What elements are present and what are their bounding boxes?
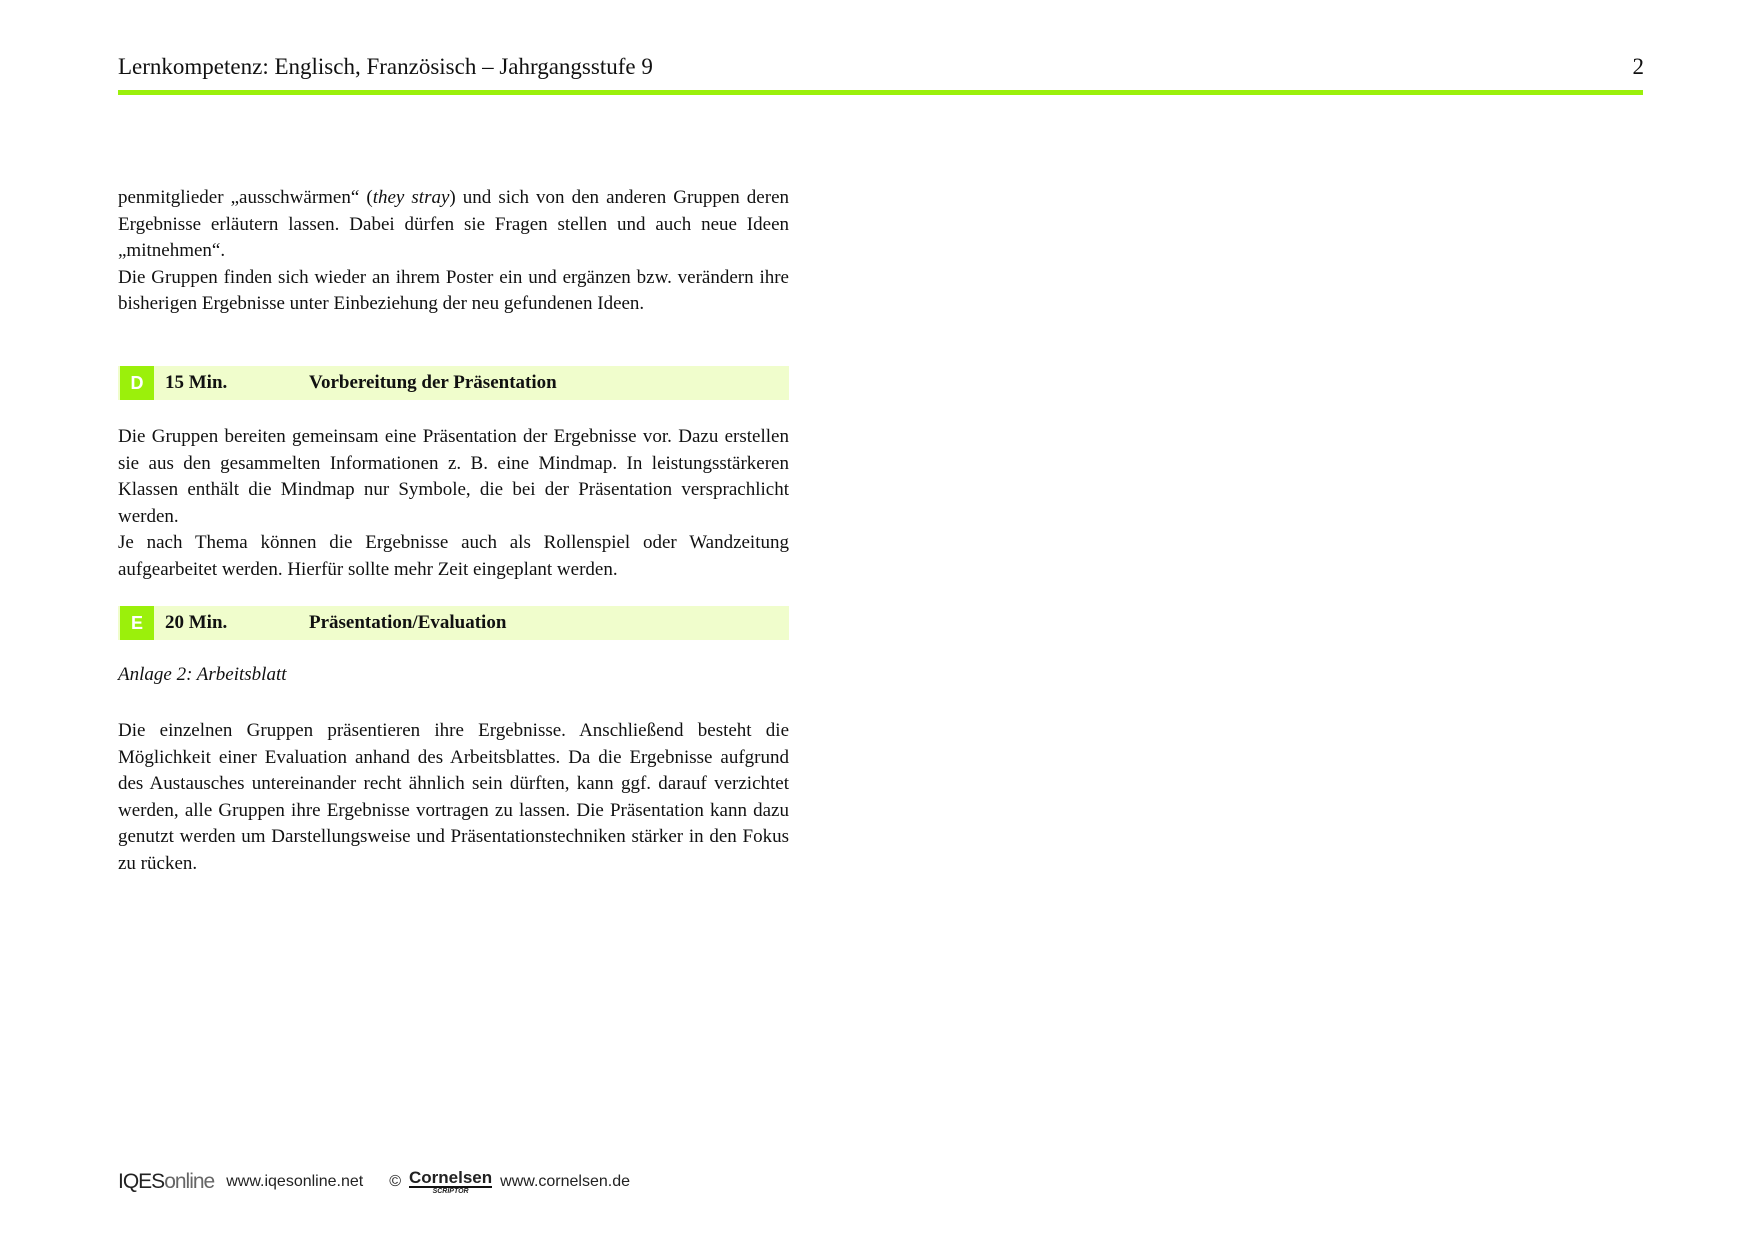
italic-text: they stray xyxy=(372,187,450,208)
iqes-url[interactable]: www.iqesonline.net xyxy=(226,1173,364,1190)
footer xyxy=(118,1169,630,1195)
logo-text: online xyxy=(164,1170,215,1193)
copyright-symbol: © xyxy=(389,1173,402,1190)
iqes-logo xyxy=(118,1170,214,1194)
cornelsen-url[interactable]: www.cornelsen.de xyxy=(500,1173,630,1190)
section-bar-d xyxy=(118,366,789,400)
header-rule xyxy=(118,90,1643,95)
section-letter: E xyxy=(120,606,154,640)
text: penmitglieder „ausschwärmen“ ( xyxy=(118,187,373,208)
section-e-text xyxy=(118,718,789,878)
cornelsen-logo xyxy=(409,1169,492,1195)
section-title: Vorbereitung der Präsentation xyxy=(309,372,557,393)
section-time: 20 Min. xyxy=(165,612,228,633)
paragraph: Die einzelnen Gruppen präsentieren ihre Ergebnisse. Anschließend besteht die Möglichkeit einer Evaluation anhand des Arbeitsblattes. Da die Ergebnisse aufgrund des Austausches untereinander recht ähnlich sein dürften, kann ggf. darauf verzichtet werden, alle Gruppen ihre Ergebnisse vortragen zu lassen. Die Präsentation kann dazu genutzt werden um Darstellungsweise und Präsentationstechniken stärker in den Fokus zu rücken. xyxy=(118,720,789,874)
logo-text: IQES xyxy=(118,1170,165,1193)
section-letter: D xyxy=(120,366,154,400)
section-title: Präsentation/Evaluation xyxy=(309,612,507,633)
annex-reference: Anlage 2: Arbeitsblatt xyxy=(118,664,287,685)
logo-subtext: SCRIPTOR xyxy=(432,1188,469,1195)
section-time: 15 Min. xyxy=(165,372,228,393)
section-d-text xyxy=(118,424,789,584)
section-bar-e xyxy=(118,606,789,640)
intro-text xyxy=(118,185,789,318)
text: ) und sich von den anderen Gruppen deren Ergebnisse erläutern lassen. Dabei dürfen sie Fragen stellen und auch neue Ideen „mitnehmen“. xyxy=(118,187,790,262)
document-header-title: Lernkompetenz: Englisch, Französisch – Jahrgangsstufe 9 xyxy=(118,54,653,79)
page-number: 2 xyxy=(1632,54,1644,79)
intro-paragraph-1 xyxy=(118,185,789,265)
intro-paragraph-2: Die Gruppen finden sich wieder an ihrem Poster ein und ergänzen bzw. verändern ihre bisherigen Ergebnisse unter Einbeziehung der neu gefundenen Ideen. xyxy=(118,266,789,315)
paragraph: Die Gruppen bereiten gemeinsam eine Präsentation der Ergebnisse vor. Dazu erstellen sie aus den gesammelten Informationen z. B. eine Mindmap. In leistungsstärkeren Klassen enthält die Mindmap nur Symbole, die bei der Präsentation versprachlicht werden. xyxy=(118,426,789,527)
paragraph: Je nach Thema können die Ergebnisse auch als Rollenspiel oder Wandzeitung aufgearbeitet werden. Hierfür sollte mehr Zeit eingeplant werden. xyxy=(118,532,789,580)
logo-text: Cornelsen xyxy=(409,1168,493,1187)
